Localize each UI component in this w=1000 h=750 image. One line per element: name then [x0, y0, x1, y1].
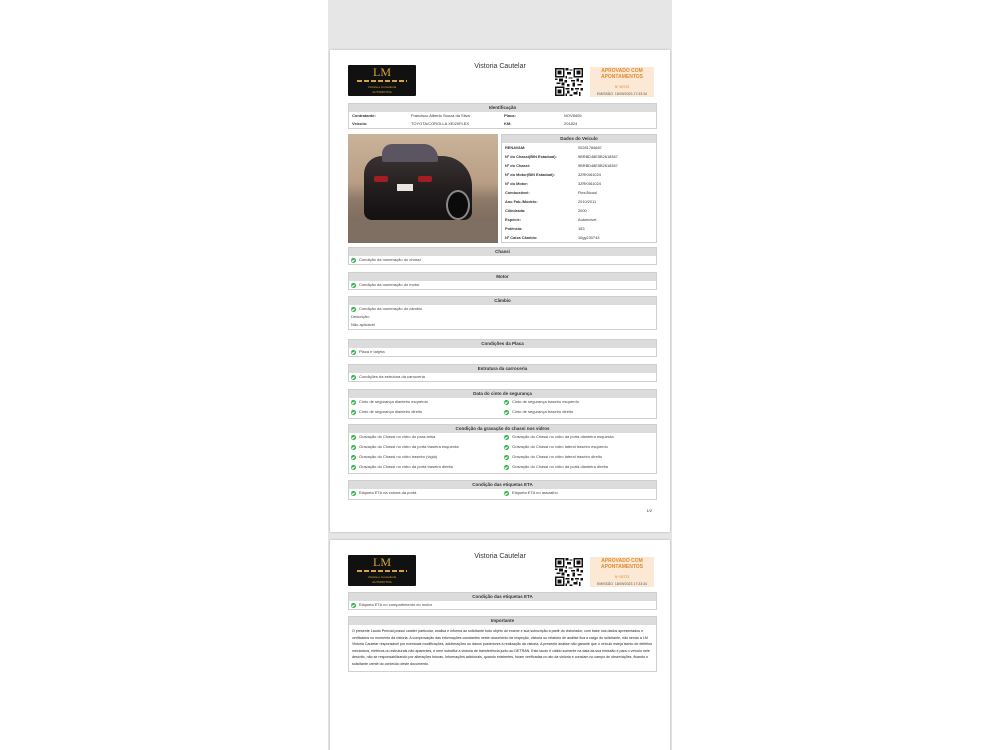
check-icon — [351, 445, 356, 450]
check-item: Cinto de segurança dianteiro direito Cinto de segurança traseiro direito — [349, 408, 656, 418]
motor-section: Motor Condição da numeração do motor — [348, 272, 657, 290]
check-icon — [504, 465, 509, 470]
check-icon — [504, 491, 509, 496]
check-item: Condição da numeração do câmbio — [349, 305, 656, 313]
check-icon — [351, 410, 356, 415]
document-title: Vistoria Cautelar — [474, 553, 526, 560]
eta-motor-section: Condição das etiquetas ETA Etiqueta ETA no compartimento do motor — [348, 592, 657, 610]
check-icon — [504, 445, 509, 450]
page-1 — [330, 50, 670, 532]
check-icon — [504, 455, 509, 460]
vehicle-data-section: Dados do Veículo RENAVAM: 00281784687 Nº do Chassi(BIN Estadual): 9BRBD48E5B2618367 Nº do Chassi: 9BRBD48E5B2618367 Nº do Motor(BIN Estadual): 3ZRK061024 Nº do Motor: 3ZRK061024 Combustível: Flex/Álcool Ano Fab./Modelo: 2010/2011 Cilindrada: 2000 Espécie: Automóvel Potência: 153 Nº Caixa Câmbio: 10gy230743 — [501, 134, 657, 243]
check-icon — [504, 410, 509, 415]
document-title: Vistoria Cautelar — [474, 63, 526, 70]
check-icon — [351, 465, 356, 470]
check-item: Gravação do Chassi no vidro do para-brisa Gravação do Chassi no vidro da porta dianteira esquerda — [349, 433, 656, 443]
check-item: Placa e tarjeta — [349, 348, 656, 356]
check-item: Etiqueta ETA na coluna da porta Etiqueta ETA no assoalho — [349, 489, 656, 499]
check-icon — [351, 455, 356, 460]
check-icon — [351, 350, 356, 355]
eta-section: Condição das etiquetas ETA Etiqueta ETA na coluna da porta Etiqueta ETA no assoalho — [348, 480, 657, 500]
check-icon — [351, 603, 356, 608]
check-item: Etiqueta ETA no compartimento do motor — [349, 601, 656, 609]
check-icon — [351, 435, 356, 440]
disclaimer-text: O presente Laudo Pericial possui caráter particular, analisa e informa ao solicitante todo objeto do exame e sua subscrição a partir do vistoriador, com base nos dados apresentados e verificados no momento da vistoria. A comprovação das informações constantes neste documento de inspeção, vistoria ou relatório de análise fica a cargo do solicitante, não sendo a LM Vistoria Cautelar responsável por eventuais modificações, adulterações ou danos posteriores à realização da vistoria. A presente análise não garante que o veículo esteja isento de defeitos mecânicos, elétricos ou estruturais não aparentes, e nem substitui a vistoria de transferência junto ao DETRAN. Este laudo é válido somente na data da sua emissão e para o veículo nele descrito, não se responsabilizando por alterações futuras. Informações adicionais, quando existentes, foram verificadas no ato da vistoria e constam no campo de observações, ficando o solicitante ciente do conteúdo deste documento. — [352, 629, 652, 666]
check-item: Condições da estrutura da carroceria — [349, 373, 656, 381]
check-icon — [351, 491, 356, 496]
placa-section: Condições da Placa Placa e tarjeta — [348, 339, 657, 357]
check-item: Gravação do Chassi no vidro traseiro (vigia) Gravação do Chassi no vidro lateral traseiro direito — [349, 453, 656, 463]
document-viewer[interactable] — [328, 0, 672, 750]
company-logo: LM Vistoria e Consultoria AUTOMOTIVA — [348, 555, 416, 586]
chassi-section: Chassi Condição da numeração do chassi — [348, 247, 657, 265]
carroceria-section: Estrutura da carroceria Condições da estrutura da carroceria — [348, 364, 657, 382]
check-icon — [351, 307, 356, 312]
page-header — [330, 540, 670, 590]
page-header — [330, 50, 670, 100]
importante-section: Importante O presente Laudo Pericial possui caráter particular, analisa e informa ao solicitante todo objeto do exame e sua subscrição a partir do vistoriador, com base nos dados apresentados e verificados no momento da vistoria. A comprovação das informações constantes neste documento de inspeção, vistoria ou relatório de análise fica a cargo do solicitante, não sendo a LM Vistoria Cautelar responsável por eventuais modificações, adulterações ou danos posteriores à realização da vistoria. A presente análise não garante que o veículo esteja isento de defeitos mecânicos, elétricos ou estruturais não aparentes, e nem substitui a vistoria de transferência junto ao DETRAN. Este laudo é válido somente na data da sua emissão e para o veículo nele descrito, não se responsabilizando por alterações futuras. Informações adicionais, quando existentes, foram verificadas no ato da vistoria e constam no campo de observações, ficando o solicitante ciente do conteúdo deste documento. — [348, 616, 657, 672]
vehicle-photo — [348, 134, 498, 243]
check-icon — [351, 283, 356, 288]
check-item: Condição da numeração do motor — [349, 281, 656, 289]
check-item: Cinto de segurança dianteiro esquerdo Cinto de segurança traseiro esquerdo — [349, 398, 656, 408]
check-icon — [504, 400, 509, 405]
status-badge: APROVADO COM APONTAMENTOS Nº 65723 EMISSÃO 18/09/2023 17:33:34 — [590, 67, 654, 97]
status-badge: APROVADO COM APONTAMENTOS Nº 65723 EMISSÃO 18/09/2023 17:33:34 — [590, 557, 654, 587]
check-icon — [504, 435, 509, 440]
cambio-section: Câmbio Condição da numeração do câmbio Descrição: Não aplicável — [348, 296, 657, 330]
check-item: Gravação do Chassi no vidro da porta traseira direita Gravação do Chassi no vidro da porta dianteira direita — [349, 463, 656, 473]
check-icon — [351, 400, 356, 405]
qr-code-icon — [555, 558, 583, 586]
check-item: Condição da numeração do chassi — [349, 256, 656, 264]
company-logo: LM Vistoria e Consultoria AUTOMOTIVA — [348, 65, 416, 96]
check-icon — [351, 258, 356, 263]
identification-section: Identificação Contratante: Francisco Alberto Souza da Silva Placa: NOV8405 Veículo: TOYOTA/COROLLA XEI20FLEX KM: 201824 — [348, 103, 657, 129]
check-item: Gravação do Chassi no vidro da porta traseira esquerda Gravação do Chassi no vidro lateral traseiro esquerdo — [349, 443, 656, 453]
page-number: 1/2 — [646, 508, 652, 513]
vidros-section: Condição da gravação do chassi nos vidros Gravação do Chassi no vidro do para-brisa Gravação do Chassi no vidro da porta dianteira esquerda Gravação do Chassi no vidro da porta traseira esquerda Gravação do Chassi no vidro lateral traseiro esquerdo Gravação do Chassi no vidro traseiro (vigia) Gravação do Chassi no vidro lateral traseiro direito Gravação do Chassi no vidro da porta traseira direita Gravação do Chassi no vidro da porta dianteira direita — [348, 424, 657, 474]
page-2 — [330, 540, 670, 750]
cinto-section: Data do cinto de segurança Cinto de segurança dianteiro esquerdo Cinto de segurança traseiro esquerdo Cinto de segurança dianteiro direito Cinto de segurança traseiro direito — [348, 389, 657, 419]
check-icon — [351, 375, 356, 380]
qr-code-icon — [555, 68, 583, 96]
